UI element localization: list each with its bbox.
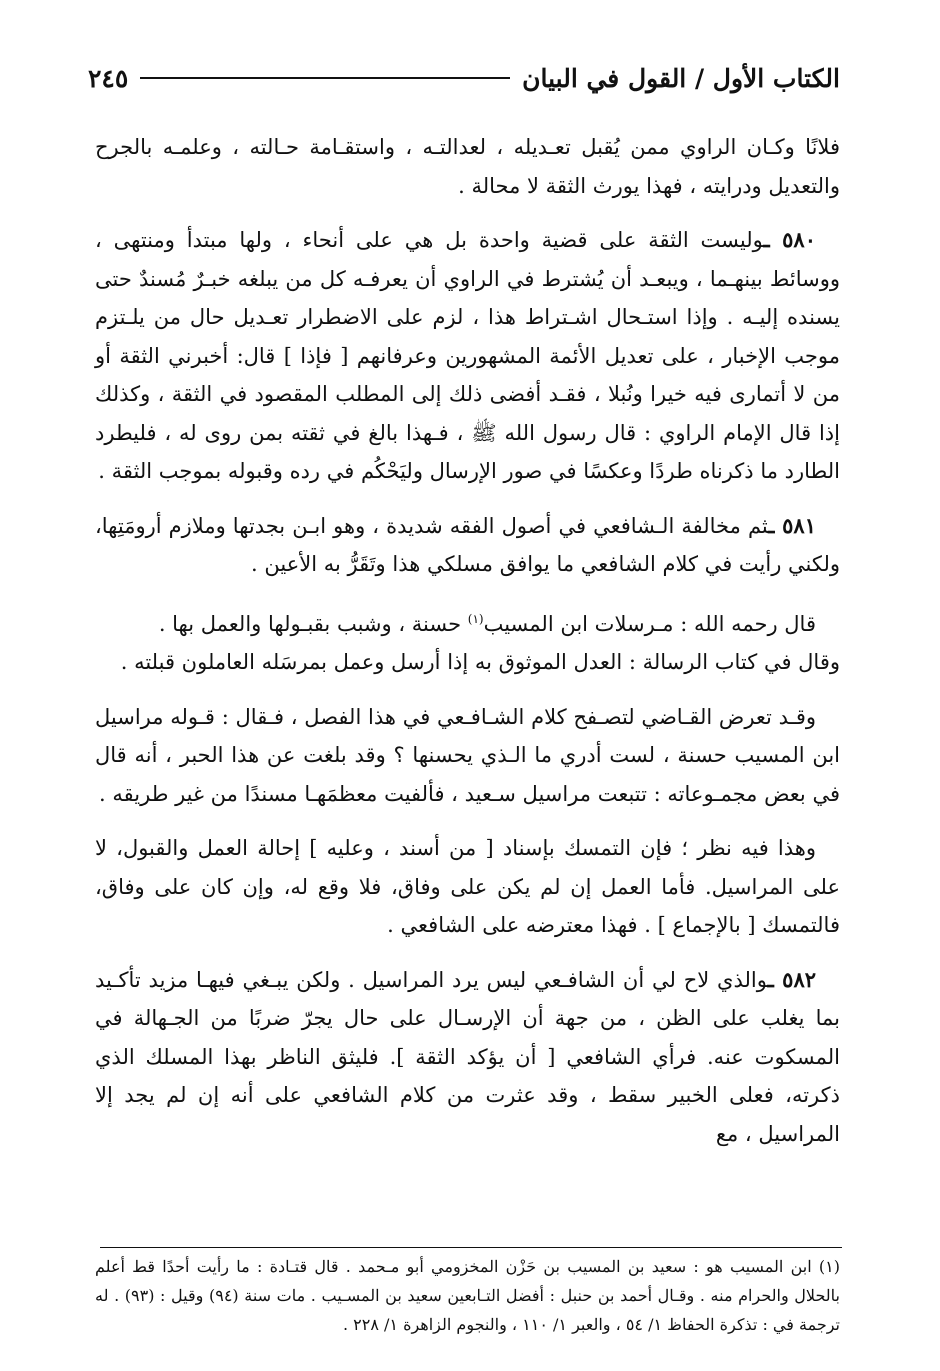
footnote-1: (١) ابن المسيب هو : سعيد بن المسيب بن حَزْن المخزومي أبو مـحمد . قال قتـادة : ما رأيت أحدًا قط أعلم بالحلال والحرام منه . وقـال أحمد بن حنبل : أفضل التـابعين سعيد بن المسـيب . مات سنة (٩٤) وقيل : (٩٣) . له ترجمة في : تذكرة الحفاظ ١/ ٥٤ ، والعبر ١/ ١١٠ ، والنجوم الزاهرة ١/ ٢٢٨ . xyxy=(95,1257,840,1334)
running-title: الكتاب الأول / القول في البيان xyxy=(522,63,840,93)
paragraph-number: ٥٨٢ ـ xyxy=(767,966,817,992)
paragraph-text: حسنة ، وشبب بقبـولها والعمل بها . xyxy=(158,611,468,636)
paragraph-text: وليست الثقة على قضية واحدة بل هي على أنحاء ، ولها مبتدأ ومنتهى ، ووسائط بينهـما ، ويبعـد أن يُشترط في الراوي أن يعرفـه كل من يبلغه خبـرٌ مُسندٌ حتى يسنده إليـه . وإذا استـحال اشـتراط هذا ، لزم على الاضطرار تعـديل حال من يلـتزم موجب الإخبار ، على تعديل الأئمة المشهورين وعرفانهم [ فإذا ] قال: أخبرني الثقة أو من لا أتمارى فيه خيرا ونُبلا ، فقـد أفضى ذلك إلى المطلب المقصود في الثقة ، وكذلك إذا قال الإمام الراوي : قال رسول الله ﷺ ، فـهذا بالغ في ثقته بمن روى له ، فليطرد الطارد ما ذكرناه طردًا وعكسًا في صور الإرسال وليَحْكُم في رده وقبوله بموجب الثقة . xyxy=(95,228,840,483)
paragraph-quote-2: وقال في كتاب الرسالة : العدل الموثوق به إذا أرسل وعمل بمرسَله العاملون قبلته . xyxy=(120,650,840,674)
paragraph-quote-1 xyxy=(95,600,840,644)
paragraph-text: والذي لاح لي أن الشافـعي ليس يرد المراسيل . ولكن يبـغي فيهـا مزيد تأكـيد بما يغلب على الظن ، من جهة أن الإرسـال على حال يجرّ ضربًا من الجـهالة في المسكوت عنه. فرأي الشافعي [ أن يؤكد الثقة ]. فليثق الناظر بهذا المسلك الذي ذكرته، فعلى الخبير سقط ، وقد عثرت من كلام الشافعي على أنه إن لم يجد إلا المراسيل ، مع xyxy=(95,967,840,1146)
paragraph-number: ٥٨١ ـ xyxy=(768,512,816,538)
footnotes xyxy=(95,1252,840,1339)
paragraph-text: قال رحمه الله : مـرسلات ابن المسيب xyxy=(483,611,816,636)
page-number: ٢٤٥ xyxy=(88,63,129,93)
header-rule xyxy=(140,77,510,79)
footnote-reference: (١) xyxy=(467,611,484,626)
paragraph-text: ثم مخالفة الـشافعي في أصول الفقه شديدة ، وهو ابـن بجدتها وملازم أرومَتِها، ولكني رأيت في كلام الشافعي ما يوافق مسلكي هذا وتَقَرُّ به الأعين . xyxy=(95,513,840,576)
paragraph-number: ٥٨٠ ـ xyxy=(763,227,816,252)
paragraph-582 xyxy=(95,961,840,1154)
paragraph-581 xyxy=(95,507,840,584)
paragraph-qadi: وقـد تعرض القـاضي لتصـفح كلام الشـافـعي في هذا الفصل ، فـقال : قـوله مراسيل ابن المسيب حسنة ، لست أدري ما الـذي يحسنها ؟ وقد بلغت عن هذا الحبر ، أنه قال في بعض مجمـوعاته : تتبعت مراسيل سـعيد ، فألفيت معظمَهـا مسندًا من غير طريقه . xyxy=(95,704,840,806)
paragraph-1: فلانًا وكـان الراوي ممن يُقبل تعـديله ، لعدالتـه ، واستقـامة حـالته ، وعلمـه بالجرح والتعديل ودرايته ، فهذا يورث الثقة لا محالة . xyxy=(95,135,840,198)
footnote-separator xyxy=(100,1247,842,1248)
page-header xyxy=(88,58,840,98)
page-body xyxy=(95,128,840,1153)
paragraph-objection: وهذا فيه نظر ؛ فإن التمسك بإسناد [ من أسند ، وعليه ] إحالة العمل والقبول، لا على المراسيل. فأما العمل إن لم يكن على وفاق، فلا وقع له، وإن كان على وفاق، فالتمسك [ بالإجماع ] . فهذا معترضه على الشافعي . xyxy=(95,836,840,937)
paragraph-580 xyxy=(95,221,840,491)
